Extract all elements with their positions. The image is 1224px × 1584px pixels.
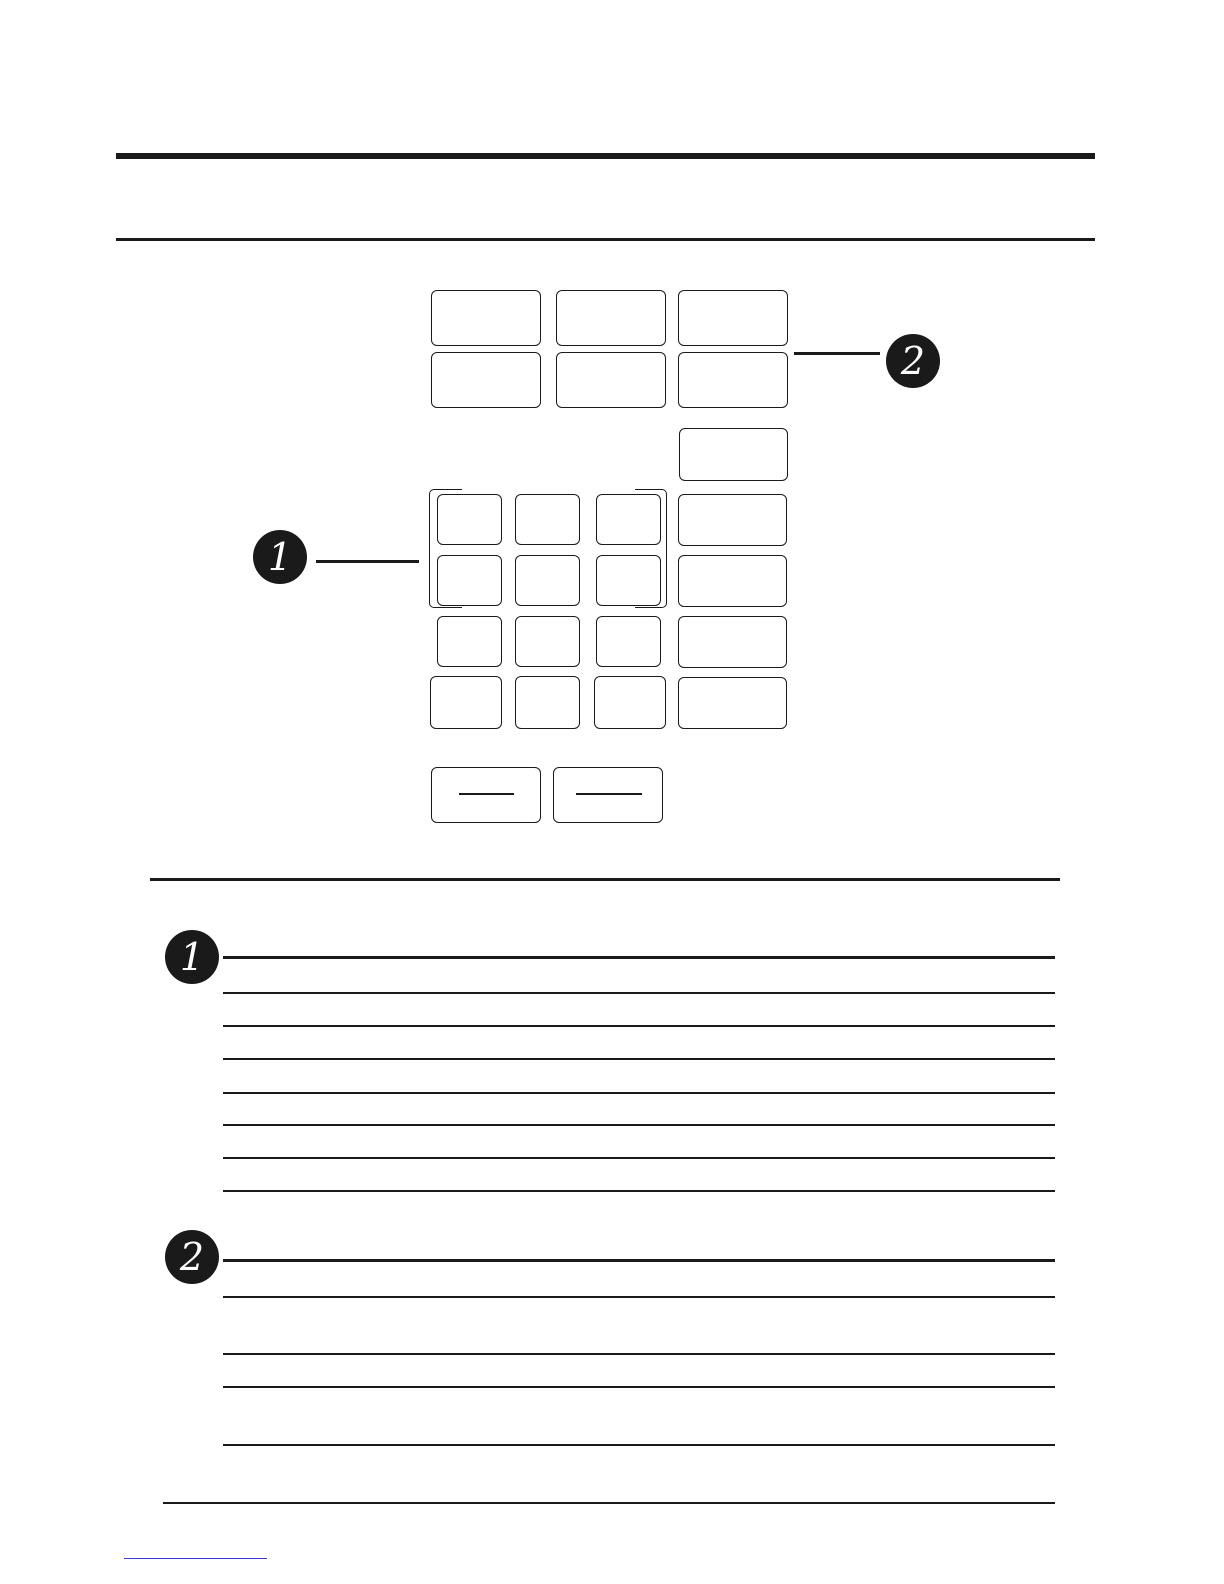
diagram-separator — [150, 878, 1060, 881]
dash-mark — [459, 793, 514, 795]
numeric-key — [594, 676, 666, 729]
legend-1-number: 1 — [179, 935, 205, 979]
legend-row-rule — [223, 1025, 1055, 1027]
top-key — [678, 290, 788, 346]
numeric-key — [515, 676, 580, 729]
legend-1-header-rule — [223, 956, 1055, 959]
legend-row-rule — [223, 1092, 1055, 1094]
bottom-key — [431, 767, 541, 823]
function-key — [679, 428, 788, 481]
bracket-gap — [462, 486, 635, 492]
numeric-key — [515, 616, 580, 667]
legend-2-number: 2 — [179, 1235, 205, 1279]
legend-row-rule — [223, 992, 1055, 994]
legend-2-header-rule — [223, 1259, 1055, 1262]
legend-row-rule — [223, 1124, 1055, 1126]
callout-2-leader — [794, 352, 880, 355]
legend-row-rule — [223, 1386, 1055, 1388]
legend-row-rule — [223, 1353, 1055, 1355]
dash-mark — [576, 793, 642, 795]
footer-rule — [163, 1502, 1055, 1504]
legend-row-rule — [223, 1296, 1055, 1298]
numeric-key — [437, 494, 502, 545]
function-key — [678, 494, 787, 546]
callout-1-leader — [316, 560, 419, 563]
numeric-key — [437, 616, 502, 667]
callout-2-number: 2 — [900, 339, 926, 383]
top-key — [556, 290, 666, 346]
numeric-key — [515, 494, 580, 545]
legend-2-badge — [165, 1230, 219, 1284]
callout-2-badge — [886, 334, 940, 388]
bottom-key — [553, 767, 663, 823]
legend-row-rule — [223, 1058, 1055, 1060]
top-key — [431, 290, 541, 346]
legend-1-badge — [165, 930, 219, 984]
top-key — [556, 352, 666, 408]
legend-row-rule — [223, 1190, 1055, 1192]
legend-row-rule — [223, 1444, 1055, 1446]
function-key — [678, 616, 787, 668]
legend-row-rule — [223, 1157, 1055, 1159]
numeric-key — [437, 555, 502, 606]
callout-1-badge — [253, 530, 307, 584]
numeric-key — [430, 676, 502, 729]
top-key — [431, 352, 541, 408]
function-key — [678, 555, 787, 607]
numeric-key — [596, 555, 661, 606]
callout-1-number: 1 — [267, 535, 293, 579]
footer-link-underline[interactable] — [124, 1558, 267, 1559]
numeric-key — [596, 616, 661, 667]
top-key — [678, 352, 788, 408]
numeric-key — [515, 555, 580, 606]
function-key — [678, 677, 787, 729]
numeric-key — [596, 494, 661, 545]
